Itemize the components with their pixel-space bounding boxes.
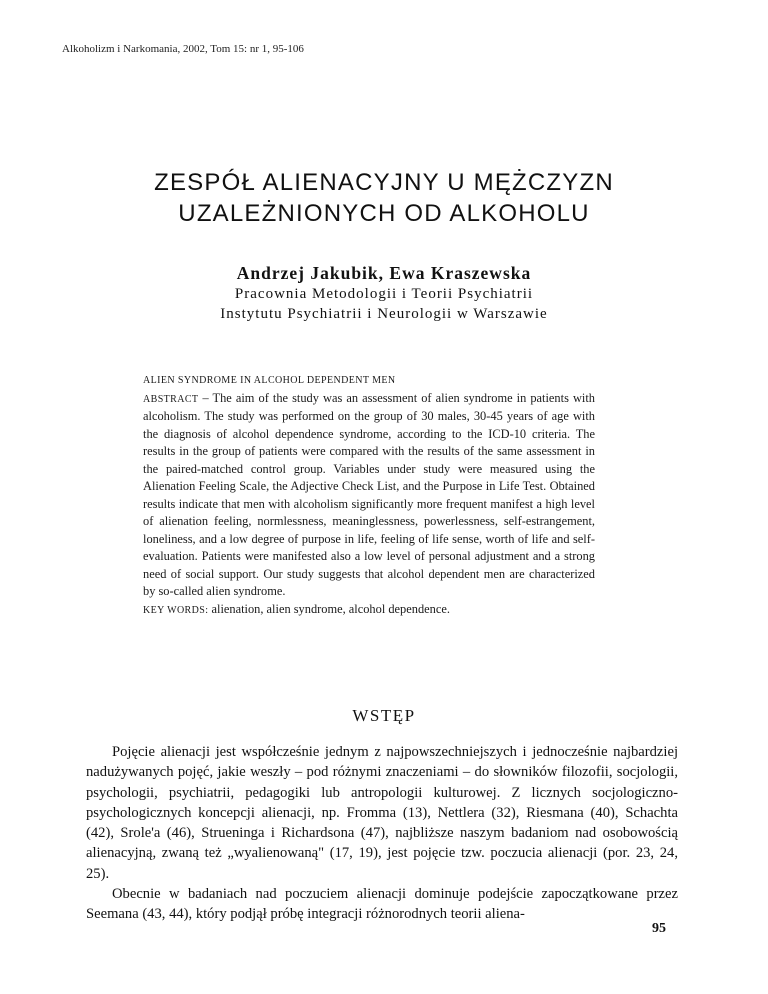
section-heading: WSTĘP: [352, 706, 416, 725]
title-line-2: UZALEŻNIONYCH OD ALKOHOLU: [178, 200, 590, 227]
abstract-english-title: ALIEN SYNDROME IN ALCOHOL DEPENDENT MEN: [143, 375, 396, 386]
running-head: Alkoholizm i Narkomania, 2002, Tom 15: nr 1, 95-106: [62, 43, 304, 55]
paragraph: Pojęcie alienacji jest współcześnie jednym z najpowszechniejszych i jednocześnie najbardziej nadużywanych pojęć, jakie weszły – pod różnymi znaczeniami – do słowników filozofii, socjologii, psychologii, psychiatrii, pedagogiki lub antropologii kulturowej. Z licznych socjologiczno-psychologicznych koncepcji alienacji, np. Fromma (13), Nettlera (32), Riesmana (40), Schachta (42), Srole'a (46), Strueninga i Richardsona (47), najbliższe naszym badaniom nad osobowością alienacyjną, zwaną też „wyalienowaną" (17, 19), jest pojęcie tzw. poczucia alienacji (por. 23, 24, 25).: [86, 744, 678, 882]
abstract-text: – The aim of the study was an assessment of alien syndrome in patients with alcoholism. The study was performed on the group of 30 males, 30-45 years of age with the diagnosis of alcohol dependence syndrome, according to the ICD-10 criteria. The results in the group of patients were compared with the results of the same assessment in the paired-matched control group. Variables under study were measured using the Alienation Feeling Scale, the Adjective Check List, and the Purpose in Life Test. Obtained results indicate that men with alcoholism significantly more frequent manifest a high level of alienation feeling, normlessness, meaninglessness, powerlessness, self-estrangement, loneliness, and a low degree of purpose in life, feeling of life sense, worth of life and self-evaluation. Patients were manifested also a low level of personal adjustment and a strong need of social support. Our study suggests that alcohol dependent men are characterized by so-called alien syndrome.: [143, 390, 595, 598]
title-line-1: ZESPÓŁ ALIENACYJNY U MĘŻCZYZN: [154, 169, 614, 196]
paragraph: Obecnie w badaniach nad poczuciem alienacji dominuje podejście zapoczątkowane przez Seemana (43, 44), który podjął próbę integracji różnorodnych teorii aliena-: [86, 886, 678, 923]
authors: Andrzej Jakubik, Ewa Kraszewska: [236, 263, 532, 283]
affiliation-line-1: Pracownia Metodologii i Teorii Psychiatrii: [234, 286, 534, 302]
affiliation-line-2: Instytutu Psychiatrii i Neurologii w Warszawie: [220, 306, 548, 322]
article-title: [0, 167, 768, 229]
keywords-label: KEY WORDS:: [143, 604, 209, 616]
body-text: [86, 742, 678, 925]
keywords: alienation, alien syndrome, alcohol dependence.: [208, 601, 450, 616]
page-number: 95: [652, 921, 666, 936]
author-block: [0, 262, 768, 324]
abstract-label: ABSTRACT: [143, 393, 199, 405]
abstract: [143, 372, 595, 619]
